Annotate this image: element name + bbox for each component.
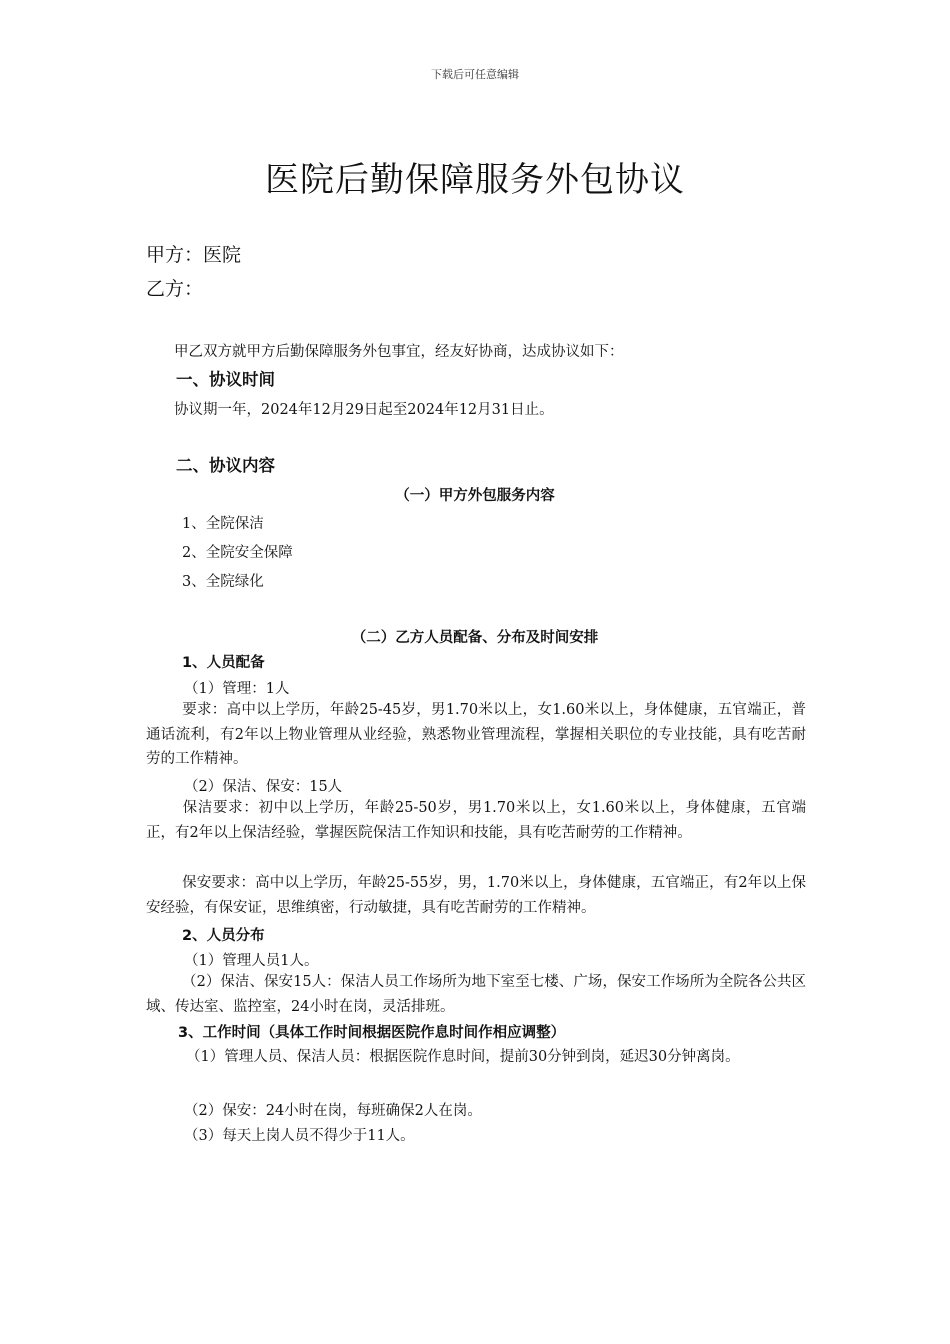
mgmt-label: （1）管理：1人	[184, 681, 290, 697]
distribution-item2	[146, 970, 806, 1019]
worktime-item1-text: （1）管理人员、保洁人员：根据医院作息时间，提前30分钟到岗，延迟30分钟离岗。	[186, 1049, 740, 1065]
worktime-heading: 3、工作时间（具体工作时间根据医院作息时间作相应调整）	[178, 1025, 566, 1041]
section1-text: 协议期一年，2024年12月29日起至2024年12月31日止。	[174, 402, 554, 418]
document-title: 医院后勤保障服务外包协议	[265, 160, 685, 200]
intro-paragraph: 甲乙双方就甲方后勤保障服务外包事宜，经友好协商，达成协议如下：	[174, 344, 624, 360]
section2-heading: 二、协议内容	[176, 456, 275, 475]
sub2-heading: （二）乙方人员配备、分布及时间安排	[351, 630, 599, 646]
worktime-item1	[146, 1045, 806, 1070]
distribution-item1: （1）管理人员1人。	[184, 953, 319, 969]
list-item: 2、全院安全保障	[182, 545, 293, 561]
distribution-heading: 2、人员分布	[182, 928, 265, 944]
worktime-item3: （3）每天上岗人员不得少于11人。	[184, 1128, 415, 1144]
party-a: 甲方：医院	[146, 244, 242, 266]
mgmt-requirement-text: 要求：高中以上学历，年龄25-45岁，男1.70米以上，女1.60米以上，身体健康，五官端正，普通话流利，有2年以上物业管理从业经验，熟悉物业管理流程，掌握相关职位的专业技能，具有吃苦耐劳的工作精神。	[146, 702, 806, 767]
sub1-heading: （一）甲方外包服务内容	[395, 488, 555, 504]
distribution-item2-text: （2）保洁、保安15人：保洁人员工作场所为地下室至七楼、广场，保安工作场所为全院各公共区域、传达室、监控室，24小时在岗，灵活排班。	[146, 974, 806, 1015]
clean-requirement-text: 保洁要求：初中以上学历，年龄25-50岁，男1.70米以上，女1.60米以上，身体健康，五官端正，有2年以上保洁经验，掌握医院保洁工作知识和技能，具有吃苦耐劳的工作精神。	[146, 800, 806, 841]
staffing-heading: 1、人员配备	[182, 655, 265, 671]
clean-label: （2）保洁、保安：15人	[184, 779, 343, 795]
mgmt-requirement	[146, 698, 806, 772]
security-requirement-text: 保安要求：高中以上学历，年龄25-55岁，男，1.70米以上，身体健康，五官端正，有2年以上保安经验，有保安证，思维缜密，行动敏捷，具有吃苦耐劳的工作精神。	[146, 875, 806, 916]
list-item: 1、全院保洁	[182, 516, 264, 532]
clean-requirement	[146, 796, 806, 845]
list-item: 3、全院绿化	[182, 574, 264, 590]
party-b: 乙方：	[146, 278, 204, 300]
worktime-item2: （2）保安：24小时在岗，每班确保2人在岗。	[184, 1103, 482, 1119]
security-requirement	[146, 871, 806, 920]
section1-heading: 一、协议时间	[176, 370, 275, 389]
page-header-note: 下载后可任意编辑	[431, 68, 519, 81]
